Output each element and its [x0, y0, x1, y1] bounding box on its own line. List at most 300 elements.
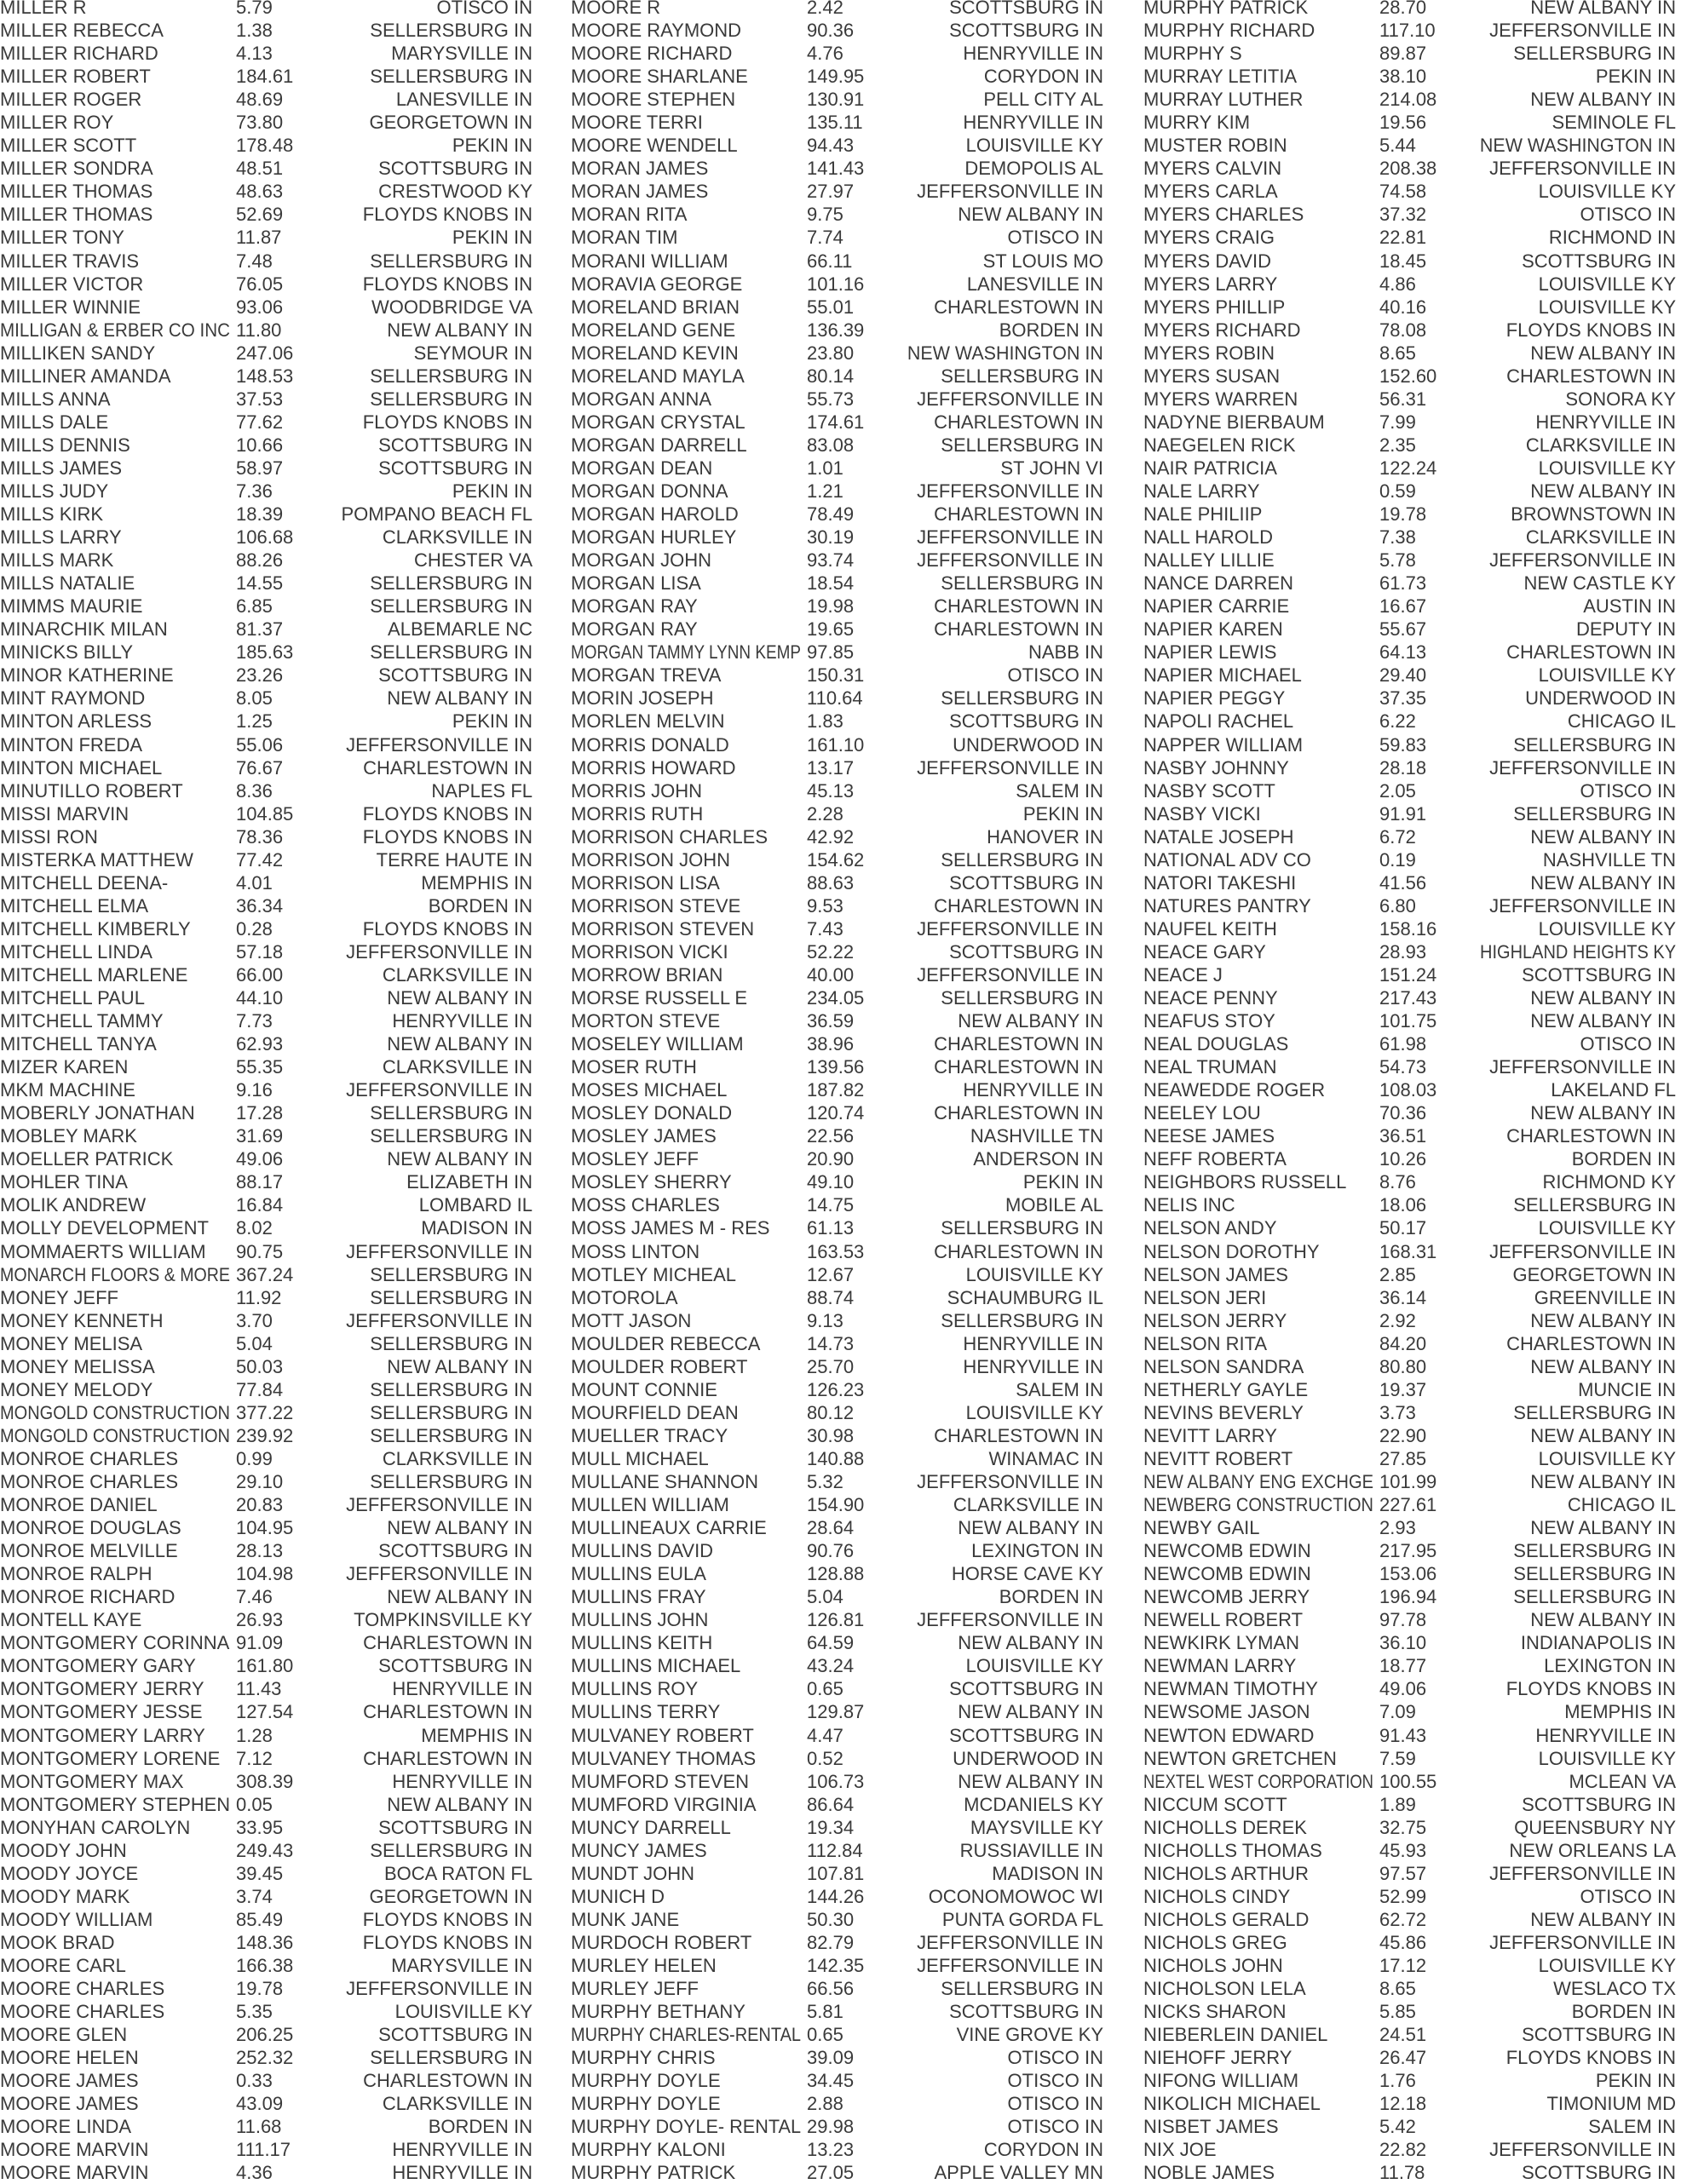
listing-row — [571, 1770, 1103, 1793]
city-state: SELLERSBURG IN — [941, 987, 1103, 1009]
amount: 106.68 — [236, 526, 294, 549]
owner-name: MITCHELL TAMMY — [0, 1010, 164, 1032]
listing-row — [571, 664, 1103, 687]
listing-row — [0, 2023, 533, 2046]
listing-row — [1143, 2046, 1676, 2069]
owner-name: NEWBY GAIL — [1143, 1517, 1260, 1539]
listing-row — [1143, 203, 1676, 226]
listing-row — [1143, 457, 1676, 480]
listing-row — [571, 1816, 1103, 1839]
listing-row — [0, 595, 533, 618]
listing-row — [571, 1332, 1103, 1355]
owner-name: MOSER RUTH — [571, 1056, 697, 1078]
listing-row — [0, 1470, 533, 1493]
listing-row — [1143, 0, 1676, 19]
owner-name: MURPHY RICHARD — [1143, 20, 1315, 42]
city-state: LOUISVILLE KY — [1538, 1954, 1676, 1976]
amount: 29.10 — [236, 1471, 284, 1492]
owner-name: MOSS JAMES M - RES — [571, 1217, 770, 1239]
city-state: DEMOPOLIS AL — [964, 158, 1103, 180]
owner-name: MILLS NATALIE — [0, 572, 135, 595]
amount: 61.98 — [1379, 1033, 1427, 1055]
owner-name: MONTGOMERY GARY — [0, 1655, 196, 1677]
amount: 0.65 — [807, 1678, 843, 1700]
owner-name: MOMMAERTS WILLIAM — [0, 1240, 206, 1262]
listing-row — [1143, 2161, 1676, 2184]
city-state: OTISCO IN — [1007, 2116, 1103, 2138]
owner-name: MILLER TONY — [0, 227, 124, 249]
listing-row — [0, 572, 533, 595]
listing-row — [1143, 1216, 1676, 1239]
city-state: NEW ALBANY IN — [1530, 1424, 1676, 1446]
amount: 104.95 — [236, 1517, 294, 1539]
listing-row — [571, 19, 1103, 42]
amount: 5.04 — [236, 1332, 273, 1354]
amount: 62.93 — [236, 1033, 284, 1055]
owner-name: MOORE RICHARD — [571, 43, 733, 65]
amount: 8.05 — [236, 687, 273, 710]
amount: 13.23 — [807, 2139, 855, 2161]
city-state: NABB IN — [1028, 641, 1103, 664]
city-state: JEFFERSONVILLE IN — [1489, 756, 1676, 779]
listing-row — [1143, 1032, 1676, 1055]
amount: 154.62 — [807, 848, 865, 871]
city-state: PUNTA GORDA FL — [941, 1908, 1103, 1930]
owner-name: MINTON ARLESS — [0, 710, 153, 733]
city-state: ELIZABETH IN — [406, 1171, 533, 1193]
listing-row — [0, 388, 533, 411]
city-state: SELLERSBURG IN — [941, 1217, 1103, 1239]
listing-row — [0, 618, 533, 641]
listing-row — [1143, 1170, 1676, 1193]
listing-row — [1143, 526, 1676, 549]
listing-row — [1143, 917, 1676, 940]
amount: 94.43 — [807, 135, 855, 157]
city-state: SELLERSBURG IN — [370, 572, 533, 595]
amount: 18.06 — [1379, 1194, 1427, 1216]
amount: 308.39 — [236, 1770, 294, 1792]
city-state: MADISON IN — [421, 1217, 533, 1239]
listing-row — [1143, 871, 1676, 894]
owner-name: MILLS JAMES — [0, 457, 123, 479]
amount: 0.05 — [236, 1793, 273, 1815]
amount: 3.73 — [1379, 1401, 1416, 1423]
amount: 0.52 — [807, 1747, 843, 1769]
owner-name: MOHLER TINA — [0, 1171, 128, 1193]
amount: 1.38 — [236, 20, 273, 42]
city-state: NEW ALBANY IN — [958, 1010, 1103, 1032]
city-state: JEFFERSONVILLE IN — [346, 1978, 533, 2000]
listing-row — [0, 1124, 533, 1147]
owner-name: MURPHY DOYLE — [571, 2070, 721, 2092]
city-state: SCOTTSBURG IN — [378, 158, 533, 180]
amount: 31.69 — [236, 1125, 284, 1147]
amount: 55.67 — [1379, 618, 1427, 641]
owner-name: NALE LARRY — [1143, 480, 1260, 502]
city-state: SELLERSBURG IN — [1513, 1401, 1676, 1423]
amount: 43.09 — [236, 2093, 284, 2115]
city-state: SELLERSBURG IN — [370, 20, 533, 42]
listing-row — [1143, 1885, 1676, 1908]
listing-row — [0, 1816, 533, 1839]
city-state: CHARLESTOWN IN — [363, 1632, 533, 1654]
city-state: BORDEN IN — [1571, 1148, 1676, 1170]
city-state: NEW ALBANY IN — [387, 1586, 533, 1608]
amount: 19.98 — [807, 595, 855, 618]
city-state: CHARLESTOWN IN — [934, 296, 1103, 318]
owner-name: MULLINS FRAY — [571, 1586, 706, 1608]
city-state: PEKIN IN — [1022, 1171, 1103, 1193]
owner-name: NAPIER CARRIE — [1143, 595, 1290, 618]
amount: 23.80 — [807, 342, 855, 364]
city-state: JEFFERSONVILLE IN — [1489, 158, 1676, 180]
owner-name: MUNCY DARRELL — [571, 1816, 731, 1838]
city-state: PEKIN IN — [452, 227, 533, 249]
owner-name: MILLS KIRK — [0, 503, 104, 526]
owner-name: NEACE J — [1143, 963, 1223, 986]
city-state: OTISCO IN — [1580, 779, 1676, 802]
owner-name: NEAL DOUGLAS — [1143, 1033, 1289, 1055]
city-state: JEFFERSONVILLE IN — [917, 1954, 1103, 1976]
city-state: FLOYDS KNOBS IN — [1505, 319, 1676, 341]
listing-row — [0, 1931, 533, 1954]
amount: 30.19 — [807, 526, 855, 549]
listing-row — [1143, 2115, 1676, 2138]
city-state: JEFFERSONVILLE IN — [917, 388, 1103, 410]
city-state: HENRYVILLE IN — [963, 1332, 1103, 1354]
amount: 12.18 — [1379, 2093, 1427, 2115]
city-state: HANOVER IN — [987, 825, 1103, 848]
amount: 24.51 — [1379, 2024, 1427, 2046]
city-state: LAKELAND FL — [1551, 1079, 1676, 1101]
owner-name: MISSI MARVIN — [0, 802, 130, 825]
listing-row — [571, 917, 1103, 940]
city-state: LOUISVILLE KY — [394, 2001, 533, 2023]
city-state: SCOTTSBURG IN — [949, 710, 1103, 733]
listing-row — [0, 917, 533, 940]
city-state: BORDEN IN — [428, 2116, 533, 2138]
city-state: OTISCO IN — [1007, 227, 1103, 249]
amount: 151.24 — [1379, 963, 1437, 986]
city-state: NEW ALBANY IN — [1530, 1471, 1676, 1492]
city-state: SALEM IN — [1016, 779, 1103, 802]
owner-name: MORAN RITA — [571, 204, 688, 226]
listing-row — [0, 1839, 533, 1862]
listing-row — [571, 894, 1103, 917]
listing-row — [1143, 986, 1676, 1009]
city-state: SCOTTSBURG IN — [949, 2001, 1103, 2023]
amount: 45.13 — [807, 779, 855, 802]
amount: 206.25 — [236, 2024, 294, 2046]
listing-row — [571, 1908, 1103, 1931]
amount: 2.92 — [1379, 1309, 1416, 1331]
amount: 55.01 — [807, 296, 855, 318]
city-state: JEFFERSONVILLE IN — [917, 526, 1103, 549]
city-state: SCOTTSBURG IN — [1522, 1793, 1676, 1815]
amount: 66.56 — [807, 1978, 855, 2000]
amount: 36.14 — [1379, 1286, 1427, 1308]
listing-row — [571, 1793, 1103, 1816]
listing-row — [0, 1170, 533, 1193]
listing-row — [0, 1862, 533, 1885]
owner-name: MURPHY S — [1143, 43, 1242, 65]
city-state: CRESTWOOD KY — [378, 181, 533, 203]
amount: 48.63 — [236, 181, 284, 203]
owner-name: MILLER THOMAS — [0, 204, 153, 226]
owner-name: MILLS LARRY — [0, 526, 122, 549]
listing-row — [0, 825, 533, 848]
city-state: CHARLESTOWN IN — [363, 1747, 533, 1769]
city-state: NEW ALBANY IN — [1530, 342, 1676, 364]
owner-name: MOLLY DEVELOPMENT — [0, 1217, 209, 1239]
amount: 101.75 — [1379, 1010, 1437, 1032]
city-state: NEW ALBANY IN — [1530, 1355, 1676, 1377]
owner-name: MULLEN WILLIAM — [571, 1494, 729, 1516]
owner-name: MURPHY CHARLES-RENTAL — [571, 2024, 801, 2046]
listing-row — [571, 572, 1103, 595]
city-state: TOMPKINSVILLE KY — [354, 1609, 533, 1631]
listing-row — [1143, 2069, 1676, 2092]
owner-name: MORRISON LISA — [571, 871, 720, 894]
city-state: SELLERSBURG IN — [1513, 43, 1676, 65]
listing-row — [1143, 411, 1676, 434]
amount: 64.13 — [1379, 641, 1427, 664]
owner-name: MORRISON VICKI — [571, 940, 728, 963]
listing-row — [1143, 1309, 1676, 1332]
owner-name: MONEY MELISA — [0, 1332, 143, 1354]
city-state: NEW ALBANY IN — [387, 987, 533, 1009]
owner-name: NAPPER WILLIAM — [1143, 733, 1304, 756]
owner-name: MONTGOMERY JERRY — [0, 1678, 204, 1700]
listing-row — [571, 733, 1103, 756]
city-state: LOUISVILLE KY — [1538, 1747, 1676, 1769]
city-state: CHARLESTOWN IN — [934, 503, 1103, 526]
amount: 28.70 — [1379, 0, 1427, 18]
owner-name: MORAN TIM — [571, 227, 678, 249]
listing-row — [571, 1562, 1103, 1585]
amount: 126.81 — [807, 1609, 865, 1631]
owner-name: MONROE RALPH — [0, 1563, 153, 1585]
amount: 80.12 — [807, 1401, 855, 1423]
amount: 48.69 — [236, 89, 284, 111]
listing-row — [1143, 1193, 1676, 1216]
city-state: SCOTTSBURG IN — [1522, 963, 1676, 986]
amount: 1.01 — [807, 457, 843, 479]
city-state: JEFFERSONVILLE IN — [917, 963, 1103, 986]
city-state: LOUISVILLE KY — [1538, 1447, 1676, 1469]
owner-name: NELSON SANDRA — [1143, 1355, 1304, 1377]
city-state: PEKIN IN — [1595, 2070, 1676, 2092]
city-state: HENRYVILLE IN — [392, 2162, 533, 2184]
amount: 7.73 — [236, 1010, 273, 1032]
owner-name: MILLIGAN & ERBER CO INC — [0, 319, 230, 341]
listing-row — [0, 1355, 533, 1378]
amount: 14.55 — [236, 572, 284, 595]
owner-name: MORAN JAMES — [571, 158, 709, 180]
owner-name: MULLINS EULA — [571, 1563, 706, 1585]
amount: 11.78 — [1379, 2162, 1425, 2184]
amount: 42.92 — [807, 825, 855, 848]
city-state: SONORA KY — [1565, 388, 1676, 410]
amount: 55.73 — [807, 388, 855, 410]
listing-row — [0, 111, 533, 134]
city-state: ST LOUIS MO — [982, 250, 1103, 272]
owner-name: MUNCY JAMES — [571, 1839, 707, 1861]
city-state: OTISCO IN — [1580, 1885, 1676, 1907]
owner-name: MILLER REBECCA — [0, 20, 164, 42]
amount: 11.43 — [236, 1678, 282, 1700]
amount: 78.08 — [1379, 319, 1427, 341]
amount: 141.43 — [807, 158, 865, 180]
city-state: SEMINOLE FL — [1551, 112, 1676, 134]
owner-name: MORGAN TREVA — [571, 664, 722, 687]
owner-name: MILLER SCOTT — [0, 135, 137, 157]
city-state: CHARLESTOWN IN — [934, 1033, 1103, 1055]
amount: 108.03 — [1379, 1079, 1437, 1101]
city-state: WOODBRIDGE VA — [371, 296, 533, 318]
listing-row — [571, 1724, 1103, 1747]
city-state: SCOTTSBURG IN — [949, 1724, 1103, 1746]
amount: 2.35 — [1379, 434, 1416, 456]
owner-name: MIZER KAREN — [0, 1056, 129, 1078]
city-state: SCOTTSBURG IN — [1522, 2024, 1676, 2046]
owner-name: MONTGOMERY LARRY — [0, 1724, 205, 1746]
amount: 97.78 — [1379, 1609, 1427, 1631]
city-state: SCOTTSBURG IN — [949, 0, 1103, 18]
amount: 178.48 — [236, 135, 294, 157]
city-state: CLARKSVILLE IN — [382, 1447, 533, 1469]
listing-row — [571, 457, 1103, 480]
listing-row — [0, 1539, 533, 1562]
amount: 18.77 — [1379, 1655, 1427, 1677]
city-state: LOUISVILLE KY — [1538, 181, 1676, 203]
owner-name: MULL MICHAEL — [571, 1447, 709, 1469]
listing-row — [0, 710, 533, 733]
owner-name: MURRY KIM — [1143, 112, 1251, 134]
owner-name: MOODY JOHN — [0, 1839, 127, 1861]
listing-row — [0, 1654, 533, 1677]
city-state: CHARLESTOWN IN — [934, 1240, 1103, 1262]
owner-name: MITCHELL ELMA — [0, 894, 149, 917]
amount: 82.79 — [807, 1931, 855, 1953]
amount: 5.78 — [1379, 549, 1416, 572]
amount: 11.80 — [236, 319, 282, 341]
owner-name: NELSON JAMES — [1143, 1263, 1288, 1285]
amount: 208.38 — [1379, 158, 1437, 180]
owner-name: MULLINS DAVID — [571, 1540, 714, 1562]
city-state: MOBILE AL — [1005, 1194, 1103, 1216]
city-state: JEFFERSONVILLE IN — [1489, 894, 1676, 917]
listing-row — [571, 1378, 1103, 1401]
listing-row — [0, 2069, 533, 2092]
listing-row — [0, 848, 533, 871]
owner-name: MONEY MELODY — [0, 1378, 153, 1400]
owner-name: MYERS LARRY — [1143, 273, 1278, 295]
listing-row — [571, 1700, 1103, 1723]
owner-name: MYERS CRAIG — [1143, 227, 1275, 249]
city-state: SELLERSBURG IN — [370, 1332, 533, 1354]
city-state: CLARKSVILLE IN — [382, 1056, 533, 1078]
owner-name: NICHOLS ARTHUR — [1143, 1862, 1309, 1884]
owner-name: MILLS DENNIS — [0, 434, 130, 456]
city-state: WESLACO TX — [1553, 1978, 1676, 2000]
amount: 37.35 — [1379, 687, 1427, 710]
amount: 86.64 — [807, 1793, 855, 1815]
city-state: SELLERSBURG IN — [941, 434, 1103, 456]
owner-name: MONEY KENNETH — [0, 1309, 164, 1331]
listing-row — [1143, 42, 1676, 65]
owner-name: MULLINEAUX CARRIE — [571, 1517, 767, 1539]
city-state: NEW ALBANY IN — [387, 1517, 533, 1539]
city-state: SELLERSBURG IN — [941, 687, 1103, 710]
owner-name: MILLER ROBERT — [0, 66, 151, 88]
listing-row — [0, 1032, 533, 1055]
listing-row — [1143, 1424, 1676, 1447]
owner-name: MISTERKA MATTHEW — [0, 848, 193, 871]
amount: 5.35 — [236, 2001, 273, 2023]
owner-name: MIMMS MAURIE — [0, 595, 143, 618]
listing-row — [1143, 157, 1676, 180]
amount: 91.43 — [1379, 1724, 1427, 1746]
amount: 45.86 — [1379, 1931, 1427, 1953]
listing-row — [0, 802, 533, 825]
amount: 91.91 — [1379, 802, 1427, 825]
city-state: NEW ALBANY IN — [1530, 1609, 1676, 1631]
owner-name: MORRIS DONALD — [571, 733, 729, 756]
listing-row — [1143, 388, 1676, 411]
amount: 2.93 — [1379, 1517, 1416, 1539]
amount: 73.80 — [236, 112, 284, 134]
owner-name: NEWELL ROBERT — [1143, 1609, 1304, 1631]
amount: 19.37 — [1379, 1378, 1427, 1400]
city-state: CHARLESTOWN IN — [363, 1701, 533, 1723]
city-state: BORDEN IN — [999, 319, 1103, 341]
listing-row — [571, 1078, 1103, 1101]
listing-row — [1143, 1286, 1676, 1309]
city-state: FLOYDS KNOBS IN — [362, 273, 533, 295]
owner-name: NELSON ANDY — [1143, 1217, 1277, 1239]
owner-name: MORAVIA GEORGE — [571, 273, 743, 295]
listing-row — [571, 1170, 1103, 1193]
listing-row — [0, 756, 533, 779]
listing-row — [0, 687, 533, 710]
listing-row — [0, 1562, 533, 1585]
amount: 50.03 — [236, 1355, 284, 1377]
listing-row — [571, 526, 1103, 549]
owner-name: MYERS CARLA — [1143, 181, 1278, 203]
amount: 57.18 — [236, 940, 284, 963]
listing-row — [0, 1009, 533, 1032]
owner-name: MONTGOMERY CORINNA — [0, 1632, 230, 1654]
amount: 49.10 — [807, 1171, 855, 1193]
listing-row — [0, 296, 533, 319]
city-state: JEFFERSONVILLE IN — [1489, 20, 1676, 42]
listing-row — [0, 1493, 533, 1516]
listing-row — [0, 1193, 533, 1216]
city-state: NEW ALBANY IN — [387, 319, 533, 341]
owner-name: MILLER WINNIE — [0, 296, 141, 318]
amount: 40.16 — [1379, 296, 1427, 318]
owner-name: NEVINS BEVERLY — [1143, 1401, 1304, 1423]
amount: 104.98 — [236, 1563, 294, 1585]
city-state: SELLERSBURG IN — [370, 1102, 533, 1124]
owner-name: NAUFEL KEITH — [1143, 917, 1277, 940]
listing-row — [0, 203, 533, 226]
city-state: OTISCO IN — [436, 0, 533, 18]
amount: 29.98 — [807, 2116, 855, 2138]
city-state: NEW ALBANY IN — [1530, 825, 1676, 848]
owner-name: MOORE JAMES — [0, 2070, 139, 2092]
